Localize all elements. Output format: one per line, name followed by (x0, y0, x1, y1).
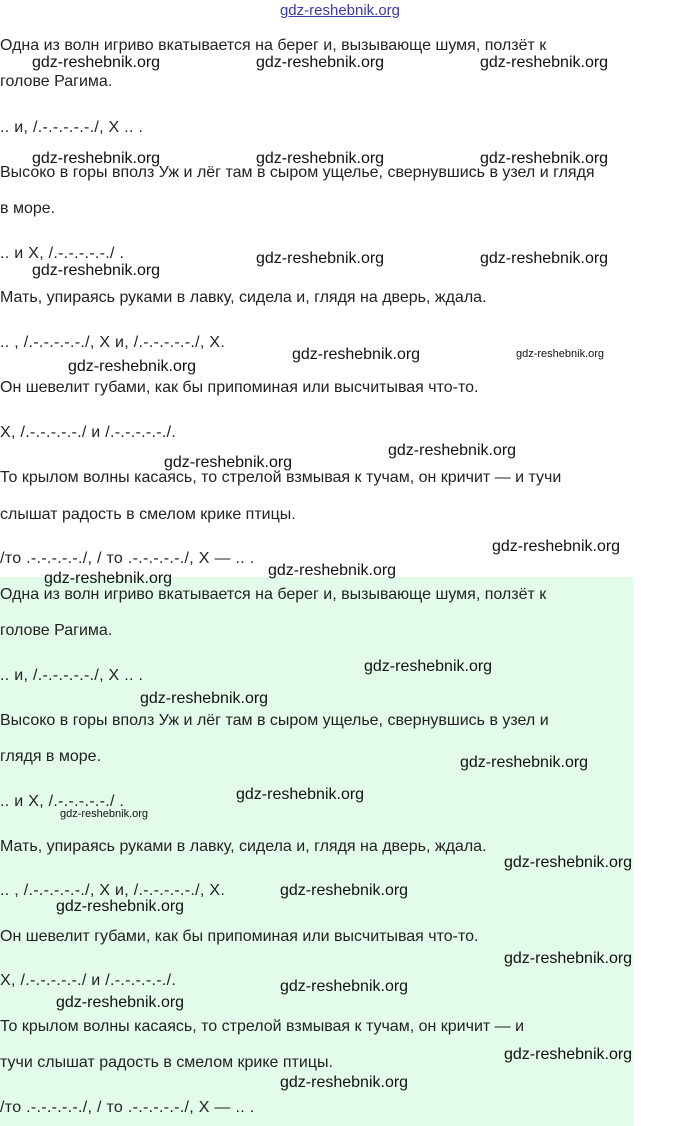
watermark: gdz-reshebnik.org (236, 786, 365, 803)
watermark: gdz-reshebnik.org (280, 1074, 409, 1091)
watermark: gdz-reshebnik.org (480, 54, 609, 71)
watermark: gdz-reshebnik.org (32, 54, 161, 71)
solution-scheme: /то .-.-.-.-.-./, / то .-.-.-.-.-./, X — .. . (0, 1099, 255, 1116)
solution-line: Одна из волн игриво вкатывается на берег и, вызывающе шумя, ползёт к (0, 586, 547, 603)
watermark: gdz-reshebnik.org (44, 570, 173, 587)
task-line: слышат радость в смелом крике птицы. (0, 506, 296, 523)
solution-scheme: .. , /.-.-.-.-.-./, X и, /.-.-.-.-.-./, X. (0, 882, 226, 899)
watermark: gdz-reshebnik.org (280, 978, 409, 995)
watermark: gdz-reshebnik.org (492, 538, 621, 555)
watermark: gdz-reshebnik.org (256, 54, 385, 71)
watermark: gdz-reshebnik.org (388, 442, 517, 459)
watermark: gdz-reshebnik.org (504, 950, 633, 967)
task-line: голове Рагима. (0, 73, 113, 90)
watermark: gdz-reshebnik.org (68, 358, 197, 375)
task-scheme: .. , /.-.-.-.-.-./, X и, /.-.-.-.-.-./, X. (0, 334, 226, 351)
watermark: gdz-reshebnik.org (140, 690, 269, 707)
solution-line: Мать, упираясь руками в лавку, сидела и, глядя на дверь, ждала. (0, 838, 487, 855)
task-scheme: .. и X, /.-.-.-.-.-./ . (0, 245, 125, 262)
solution-line: То крылом волны касаясь, то стрелой взмывая к тучам, он кричит — и (0, 1018, 525, 1035)
watermark: gdz-reshebnik.org (364, 658, 493, 675)
watermark: gdz-reshebnik.org (56, 898, 185, 915)
solution-line: глядя в море. (0, 748, 102, 765)
solution-scheme: .. и X, /.-.-.-.-.-./ . (0, 793, 125, 810)
task-line: То крылом волны касаясь, то стрелой взмывая к тучам, он кричит — и тучи (0, 469, 562, 486)
watermark: gdz-reshebnik.org (32, 262, 161, 279)
watermark: gdz-reshebnik.org (292, 346, 421, 363)
watermark: gdz-reshebnik.org (460, 754, 589, 771)
watermark: gdz-reshebnik.org (504, 854, 633, 871)
watermark: gdz-reshebnik.org (480, 250, 609, 267)
site-link[interactable]: gdz-reshebnik.org (279, 2, 401, 19)
watermark: gdz-reshebnik.org (32, 150, 161, 167)
task-line: Мать, упираясь руками в лавку, сидела и, глядя на дверь, ждала. (0, 289, 487, 306)
watermark: gdz-reshebnik.org (256, 150, 385, 167)
task-line: Он шевелит губами, как бы припоминая или высчитывая что-то. (0, 379, 479, 396)
task-line: в море. (0, 200, 56, 217)
solution-scheme: X, /.-.-.-.-.-./ и /.-.-.-.-.-./. (0, 972, 177, 989)
solution-scheme: .. и, /.-.-.-.-.-./, X .. . (0, 667, 144, 684)
solution-line: Он шевелит губами, как бы припоминая или высчитывая что-то. (0, 928, 479, 945)
watermark: gdz-reshebnik.org (516, 348, 605, 360)
solution-line: тучи слышат радость в смелом крике птицы. (0, 1054, 333, 1071)
task-line: Одна из волн игриво вкатывается на берег и, вызывающе шумя, ползёт к (0, 37, 547, 54)
solution-line: Высоко в горы вполз Уж и лёг там в сыром ущелье, свернувшись в узел и (0, 712, 549, 729)
watermark: gdz-reshebnik.org (164, 454, 293, 471)
task-scheme: .. и, /.-.-.-.-.-./, X .. . (0, 119, 144, 136)
task-line: Высоко в горы вполз Уж и лёг там в сыром ущелье, свернувшись в узел и глядя (0, 164, 595, 181)
watermark: gdz-reshebnik.org (256, 250, 385, 267)
watermark: gdz-reshebnik.org (268, 562, 397, 579)
watermark: gdz-reshebnik.org (480, 150, 609, 167)
watermark: gdz-reshebnik.org (280, 882, 409, 899)
watermark: gdz-reshebnik.org (504, 1046, 633, 1063)
task-scheme: /то .-.-.-.-.-./, / то .-.-.-.-.-./, X — .. . (0, 550, 255, 567)
solution-line: голове Рагима. (0, 622, 113, 639)
task-scheme: X, /.-.-.-.-.-./ и /.-.-.-.-.-./. (0, 424, 177, 441)
watermark: gdz-reshebnik.org (60, 808, 149, 820)
watermark: gdz-reshebnik.org (56, 994, 185, 1011)
